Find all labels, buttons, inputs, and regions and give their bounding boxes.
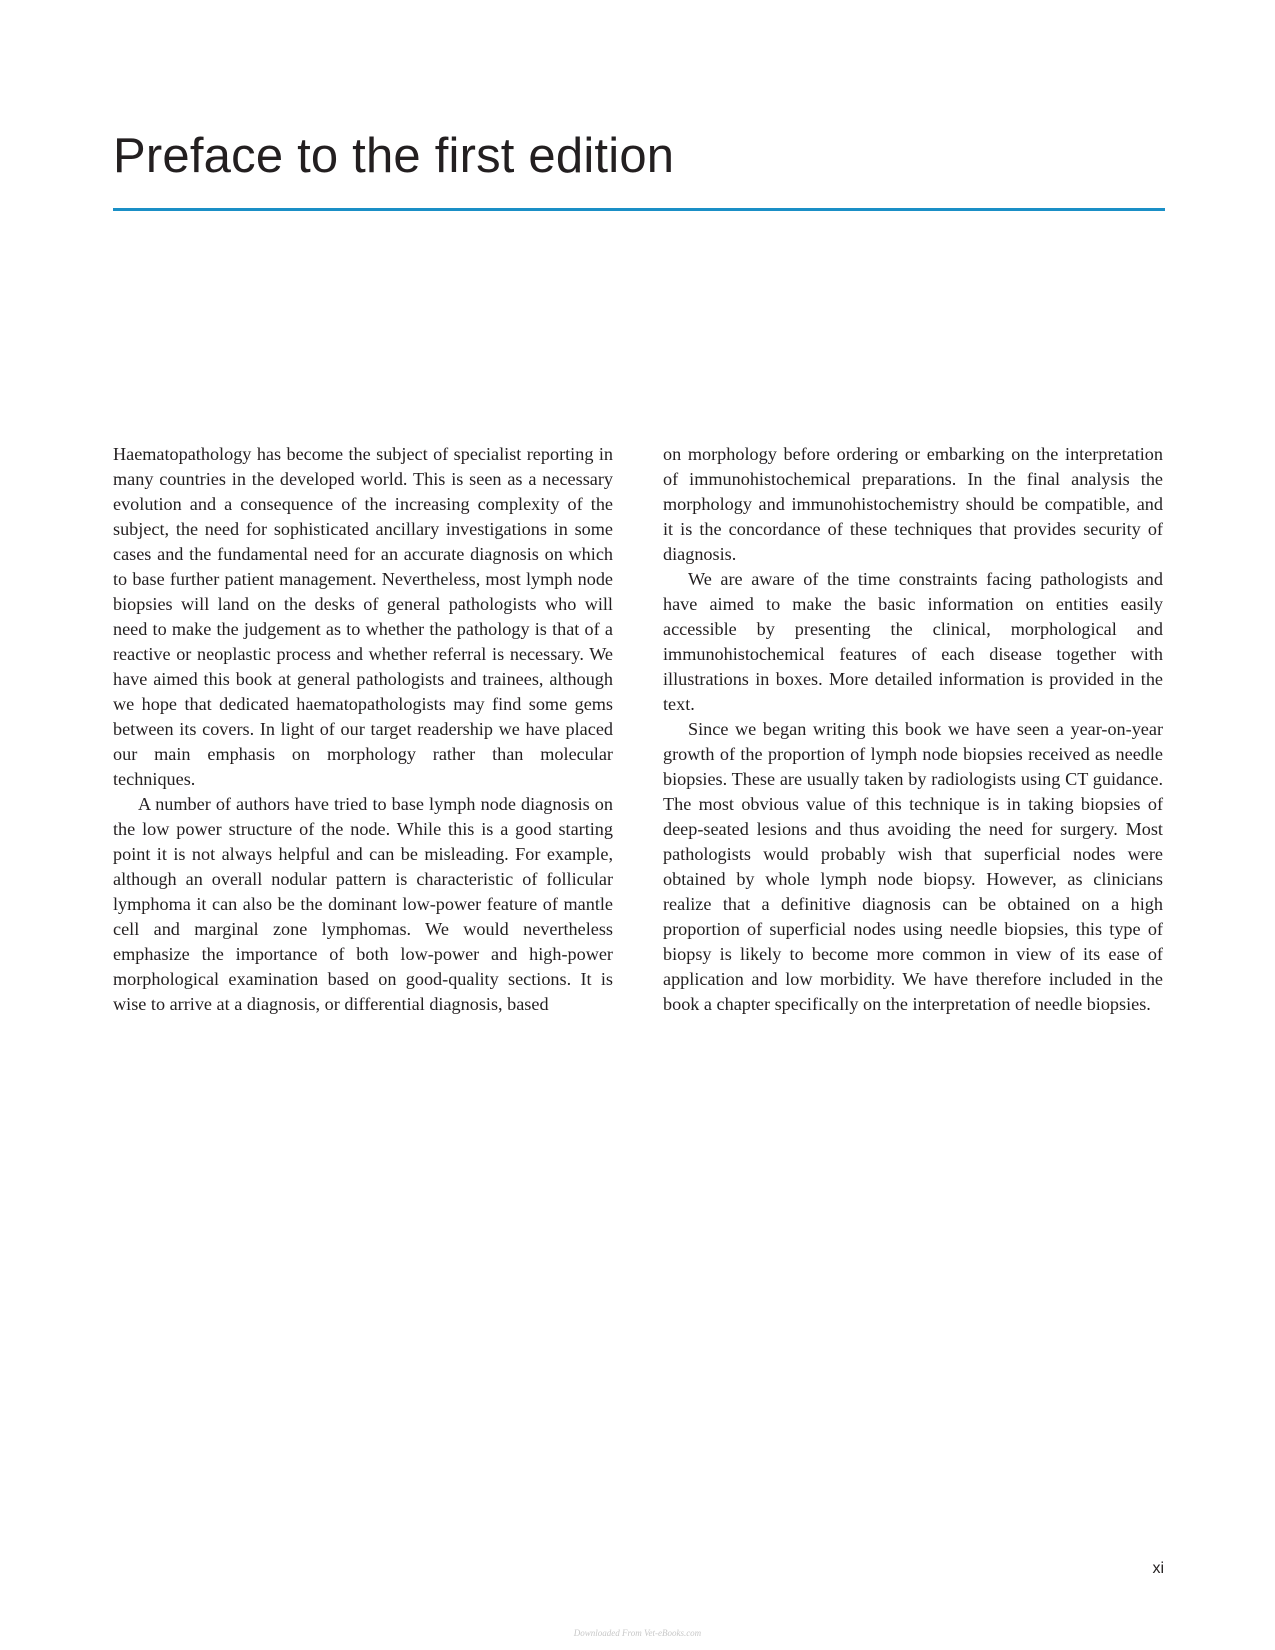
page-number: xi (1152, 1560, 1164, 1577)
page-title: Preface to the first edition (113, 129, 675, 183)
right-column (663, 442, 1163, 1017)
left-column (113, 442, 613, 1017)
paragraph: Since we began writing this book we have seen a year-on-year growth of the proportion of lymph node biopsies received as needle biopsies. These are usually taken by radiologists using CT guidance. The most obvious value of this technique is in taking biopsies of deep-seated lesions and thus avoiding the need for surgery. Most pathologists would probably wish that superficial nodes were obtained by whole lymph node biopsy. However, as clinicians realize that a definitive diagnosis can be obtained on a high proportion of superficial nodes using needle biopsies, this type of biopsy is likely to become more common in view of its ease of application and low morbidity. We have therefore included in the book a chapter specifically on the interpretation of needle biopsies. (663, 719, 1163, 1014)
paragraph: A number of authors have tried to base lymph node diagnosis on the low power structure of the node. While this is a good starting point it is not always helpful and can be misleading. For example, although an overall nodular pattern is characteristic of follicular lymphoma it can also be the dominant low-power feature of mantle cell and marginal zone lymphomas. We would nevertheless emphasize the importance of both low-power and high-power morphological examination based on good-quality sections. It is wise to arrive at a diagnosis, or differential diagnosis, based (113, 794, 613, 1014)
paragraph: Haematopathology has become the subject of specialist reporting in many countries in the developed world. This is seen as a necessary evolution and a consequence of the increasing complexity of the subject, the need for sophisticated ancillary investigations in some cases and the fundamental need for an accurate diagnosis on which to base further patient management. Nevertheless, most lymph node biopsies will land on the desks of general pathologists who will need to make the judgement as to whether the pathology is that of a reactive or neoplastic process and whether referral is necessary. We have aimed this book at general pathologists and trainees, although we hope that dedicated haematopathologists may find some gems between its covers. In light of our target readership we have placed our main emphasis on morphology rather than molecular techniques. (113, 444, 613, 789)
paragraph: We are aware of the time constraints facing pathologists and have aimed to make the basic information on entities easily accessible by presenting the clinical, morphological and immunohistochemical features of each disease together with illustrations in boxes. More detailed information is provided in the text. (663, 569, 1163, 714)
paragraph: on morphology before ordering or embarking on the interpretation of immunohistochemical preparations. In the final analysis the morphology and immunohistochemistry should be compatible, and it is the concordance of these techniques that provides security of diagnosis. (663, 444, 1163, 564)
watermark: Downloaded From Vet-eBooks.com (573, 1628, 702, 1638)
title-rule (113, 208, 1165, 211)
